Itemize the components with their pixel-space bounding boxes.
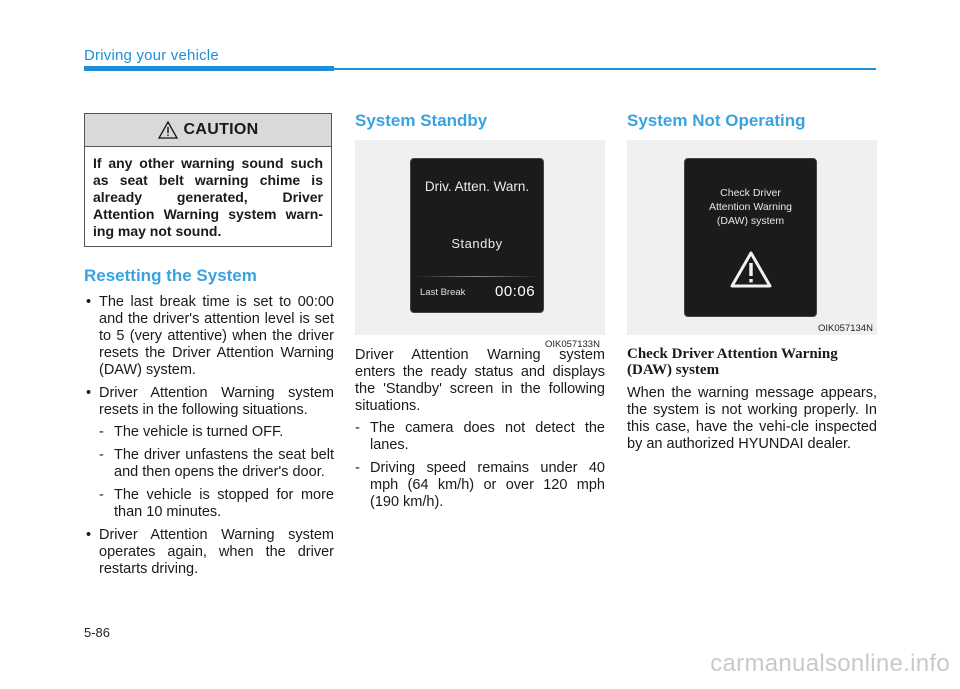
display-line: Attention Warning xyxy=(708,201,793,213)
caution-text: If any other warning sound such as seat belt warning chime is already generated, Driver Attention Warning system warn-ing may not sound. xyxy=(93,155,323,239)
not-operating-figure xyxy=(627,140,877,335)
not-operating-section xyxy=(627,111,877,131)
figure-code: OIK057133N xyxy=(545,339,600,350)
list-item-text: Driver Attention Warning system resets in the following situations. xyxy=(99,385,334,418)
standby-heading: System Standby xyxy=(355,111,488,130)
display-status: Standby xyxy=(451,236,503,251)
page-number: 5-86 xyxy=(84,625,111,640)
list-item: - The vehicle is stopped for more than 10 minutes. xyxy=(99,487,334,521)
display-title: Driv. Atten. Warn. xyxy=(424,179,530,194)
list-item xyxy=(84,527,334,578)
cluster-display xyxy=(410,158,544,313)
resetting-list xyxy=(84,294,334,578)
check-daw-subheading: Check Driver Attention Warning (DAW) system xyxy=(627,346,838,378)
list-item xyxy=(84,385,334,521)
display-divider xyxy=(415,276,539,277)
watermark: carmanualsonline.info xyxy=(710,650,950,677)
display-message xyxy=(685,186,816,228)
list-item: - The vehicle is turned OFF. xyxy=(99,424,334,441)
list-item xyxy=(84,294,334,379)
list-item: - The camera does not detect the lanes. xyxy=(355,420,605,454)
warning-triangle-icon xyxy=(158,121,178,139)
check-daw-body: When the warning message appears, the system is not working properly. In this case, have the vehi-cle inspected by an authorized HYUNDAI dealer. xyxy=(627,385,877,452)
list-item: - Driving speed remains under 40 mph (64 km/h) or over 120 mph (190 km/h). xyxy=(355,460,605,511)
not-operating-text xyxy=(627,346,877,453)
header-rule-thin xyxy=(334,68,876,70)
caution-header xyxy=(85,114,331,147)
figure-code: OIK057134N xyxy=(818,323,873,334)
caution-box xyxy=(84,113,332,247)
warning-triangle-icon xyxy=(730,251,772,288)
list-item-text: The last break time is set to 00:00 and the driver's attention level is set to 5 (very attentive) when the driver resets the Driver Attention Warning (DAW) system. xyxy=(99,294,334,378)
standby-text xyxy=(355,347,605,517)
standby-section xyxy=(355,111,605,131)
reset-situations-list xyxy=(99,424,334,521)
last-break-label: Last Break xyxy=(420,287,466,298)
last-break-value: 00:06 xyxy=(495,283,536,300)
not-operating-heading: System Not Operating xyxy=(627,111,806,130)
list-item: - The driver unfastens the seat belt and then opens the driver's door. xyxy=(99,447,334,481)
display-line: Check Driver xyxy=(720,187,781,199)
resetting-heading: Resetting the System xyxy=(84,266,257,285)
display-line: (DAW) system xyxy=(716,215,785,227)
resetting-section xyxy=(84,266,334,584)
section-title: Driving your vehicle xyxy=(84,47,219,64)
standby-conditions xyxy=(355,420,605,511)
cluster-display xyxy=(684,158,817,317)
standby-intro: Driver Attention Warning system enters the ready status and displays the 'Standby' screen in the following situations. xyxy=(355,347,605,414)
header-rule-thick xyxy=(84,66,334,71)
standby-figure xyxy=(355,140,605,335)
list-item-text: Driver Attention Warning system operates again, when the driver restarts driving. xyxy=(99,527,334,577)
caution-title: CAUTION xyxy=(183,121,259,138)
